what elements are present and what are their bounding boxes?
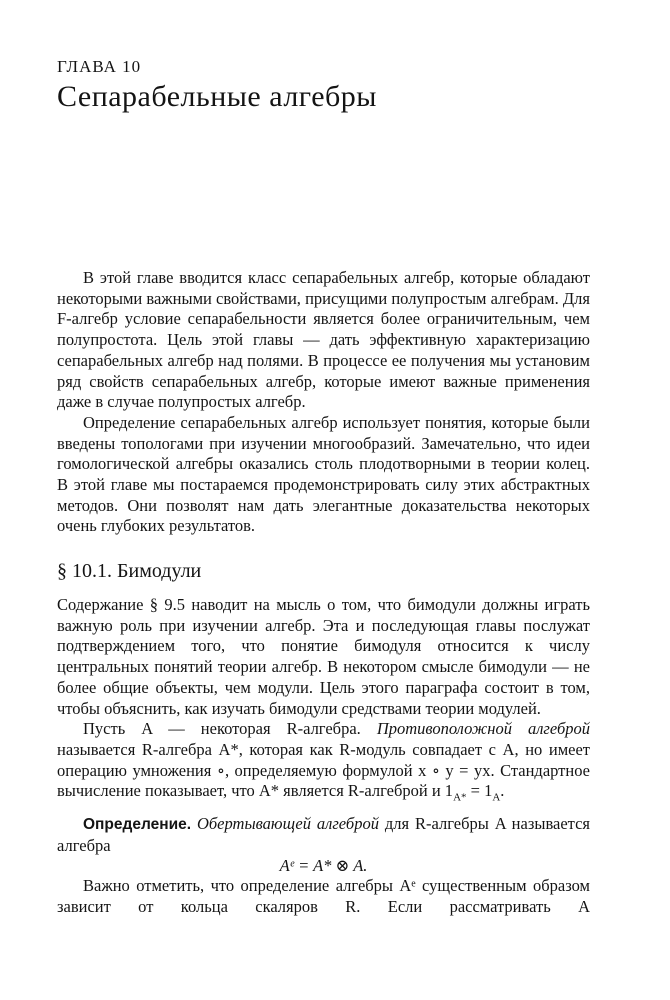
- p2-subscript-1: A*: [453, 791, 467, 804]
- section-paragraph-1: Содержание § 9.5 наводит на мысль о том, что бимодули должны играть важную роль при изучении алгебр. Эта и последующая главы послужат подтверждением того, что понятие бимодуля относится к числу центральных понятий теории алгебр. В некотором смысле бимодули — не более общие объекты, чем модули. Цель этого параграфа состоит в том, чтобы объяснить, как изучать бимодули средствами теории модулей.: [57, 595, 590, 718]
- definition-term: Определение.: [83, 816, 192, 833]
- intro-paragraph-1: В этой главе вводится класс сепарабельных алгебр, которые обладают некоторыми важными свойствами, присущими полупростым алгебрам. Для F-алгебр условие сепарабельности является более ограничительным, чем полупростота. Цель этой главы — дать эффективную характеризацию сепарабельных алгебр над полями. В процессе ее получения мы установим ряд свойств сепарабельных алгебр, которые имеют важные применения даже в случае полупростых алгебр.: [57, 268, 590, 412]
- book-page: [57, 0, 590, 1000]
- definition-italic-term: Обертывающей алгеброй: [196, 814, 379, 833]
- definition-block: [57, 814, 590, 877]
- p2-text-c: = 1: [466, 781, 493, 801]
- chapter-title: Сепарабельные алгебры: [57, 80, 377, 113]
- p2-text-b: называется R-алгебра A*, которая как R-модуль совпадает с A, но имеет операцию умножения ∘, определяемую формулой x ∘ y = yx. Стандартное вычисление показывает, что A* является R-алгеброй и 1: [57, 739, 590, 801]
- p2-text-a: Пусть A — некоторая R-алгебра.: [83, 719, 377, 739]
- p2-text-d: .: [500, 781, 505, 801]
- p2-term: Противоположной алгеброй: [376, 719, 591, 739]
- definition-text: [57, 814, 590, 856]
- section-heading: § 10.1. Бимодули: [57, 560, 202, 582]
- section-paragraph-2: [57, 719, 590, 802]
- section-body: [57, 595, 590, 802]
- definition-text-b: для R-алгебры A называется алгебра: [57, 814, 590, 855]
- p2-subscript-2: A: [492, 791, 501, 804]
- after-definition-text: [57, 876, 590, 917]
- after-definition-paragraph: Важно отметить, что определение алгебры Aᵉ существенным образом зависит от кольца скаляров R. Если рассматривать A: [57, 876, 590, 916]
- definition-formula: Aᵉ = A* ⊗ A.: [279, 856, 368, 876]
- intro-paragraph-2: Определение сепарабельных алгебр использует понятия, которые были введены топологами при изучении многообразий. Замечательно, что идеи гомологической алгебры оказались столь плодотворными в теории колец. В этой главе мы постараемся продемонстрировать силу этих абстрактных методов. Они позволят нам дать элегантные доказательства некоторых очень глубоких результатов.: [57, 412, 590, 536]
- intro-text: [57, 268, 590, 537]
- chapter-label: ГЛАВА 10: [57, 57, 142, 76]
